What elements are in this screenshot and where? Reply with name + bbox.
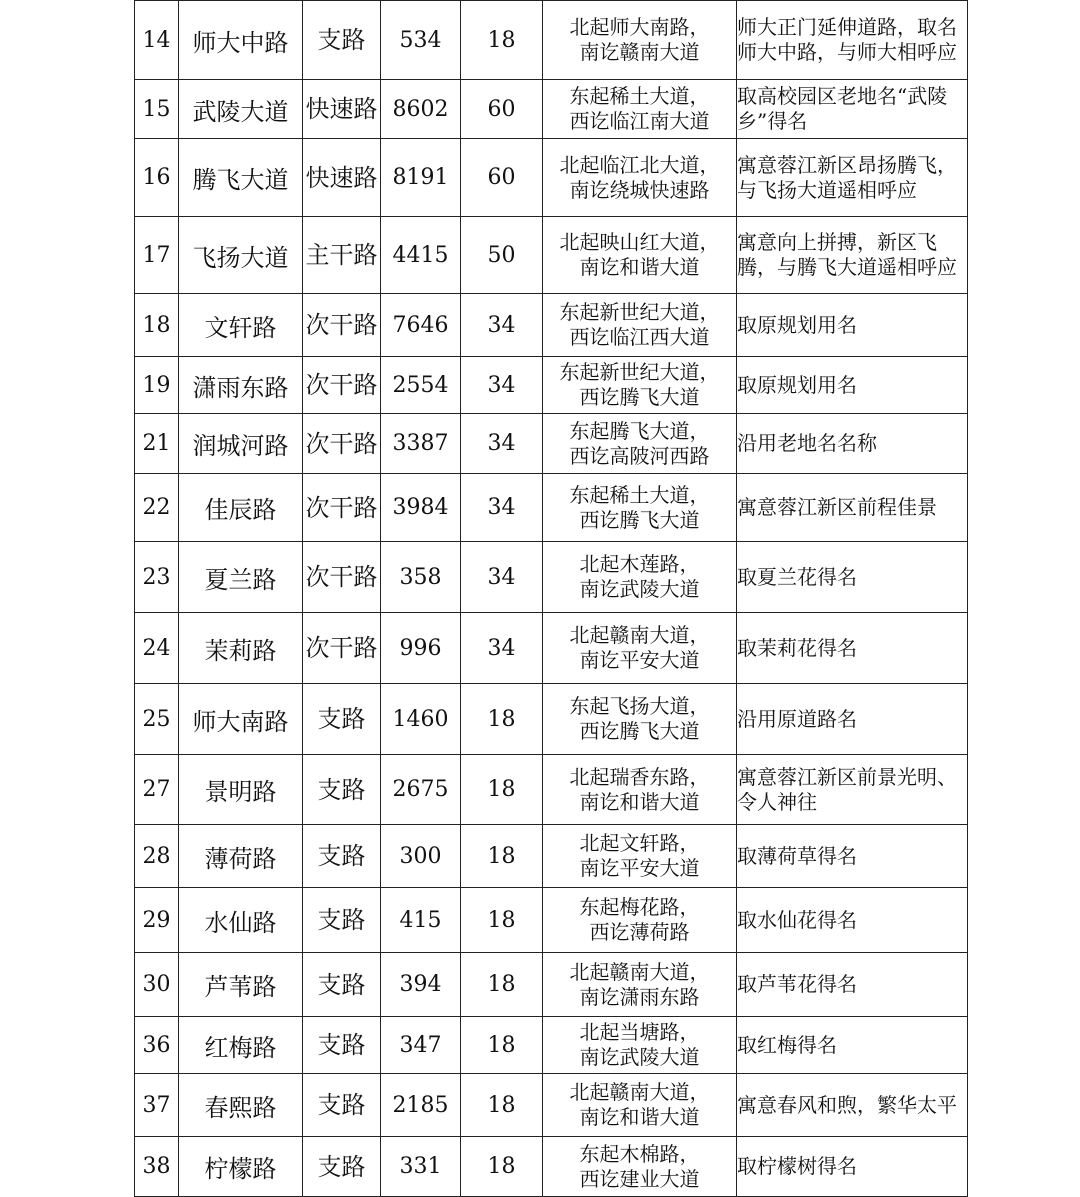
road-name: 师大南路	[179, 684, 303, 755]
road-start-end	[543, 294, 737, 357]
road-name: 春熙路	[179, 1074, 303, 1137]
road-level: 支路	[303, 1, 381, 80]
row-number: 25	[135, 684, 179, 755]
road-level: 支路	[303, 1074, 381, 1137]
row-number: 27	[135, 755, 179, 825]
start-end-line-2: 南讫和谐大道	[579, 255, 700, 279]
table-row	[135, 953, 968, 1017]
start-end-line-1: 北起瑞香东路，	[569, 764, 710, 789]
road-length: 3387	[381, 414, 461, 474]
naming-meaning: 寓意蓉江新区昂扬腾飞，与飞扬大道遥相呼应	[737, 139, 968, 217]
road-width: 34	[461, 357, 543, 414]
road-start-end	[543, 684, 737, 755]
road-level: 主干路	[303, 217, 381, 294]
road-start-end	[543, 1074, 737, 1137]
road-level: 快速路	[303, 80, 381, 139]
road-width: 34	[461, 414, 543, 474]
road-start-end	[543, 474, 737, 542]
row-number: 22	[135, 474, 179, 542]
row-number: 37	[135, 1074, 179, 1137]
road-width: 18	[461, 1074, 543, 1137]
road-length: 358	[381, 542, 461, 613]
road-name: 景明路	[179, 755, 303, 825]
start-end-line-2: 南讫赣南大道	[579, 40, 700, 64]
road-start-end	[543, 613, 737, 684]
table-row	[135, 888, 968, 953]
start-end-line-2: 南讫绕城快速路	[569, 177, 710, 202]
start-end-line-1: 北起临江北大道，	[559, 152, 720, 177]
naming-meaning: 取茉莉花得名	[737, 613, 968, 684]
road-length: 1460	[381, 684, 461, 755]
table-row	[135, 825, 968, 888]
start-end-line-1: 北起文轩路，	[579, 831, 700, 855]
road-level: 快速路	[303, 139, 381, 217]
road-name: 武陵大道	[179, 80, 303, 139]
start-end-line-1: 东起腾飞大道，	[569, 418, 710, 443]
naming-meaning: 取薄荷草得名	[737, 825, 968, 888]
row-number: 17	[135, 217, 179, 294]
naming-meaning: 寓意春风和煦，繁华太平	[737, 1074, 968, 1137]
table-row	[135, 139, 968, 217]
start-end-line-2: 南讫和谐大道	[579, 789, 700, 814]
road-length: 996	[381, 613, 461, 684]
road-level: 次干路	[303, 613, 381, 684]
road-start-end	[543, 1137, 737, 1197]
road-name: 飞扬大道	[179, 217, 303, 294]
naming-meaning: 沿用老地名名称	[737, 414, 968, 474]
road-name: 柠檬路	[179, 1137, 303, 1197]
table-row	[135, 294, 968, 357]
road-name: 腾飞大道	[179, 139, 303, 217]
row-number: 14	[135, 1, 179, 80]
road-name: 夏兰路	[179, 542, 303, 613]
start-end-line-1: 北起赣南大道，	[569, 623, 710, 647]
road-start-end	[543, 755, 737, 825]
start-end-line-1: 东起木棉路，	[579, 1141, 700, 1166]
start-end-line-2: 西讫临江南大道	[569, 109, 710, 133]
table-row	[135, 1017, 968, 1074]
road-width: 18	[461, 825, 543, 888]
table-row	[135, 1074, 968, 1137]
road-level: 支路	[303, 1017, 381, 1074]
road-width: 34	[461, 294, 543, 357]
start-end-line-2: 西讫高陂河西路	[569, 443, 710, 468]
start-end-line-1: 东起新世纪大道，	[559, 300, 720, 324]
road-start-end	[543, 217, 737, 294]
start-end-line-1: 北起师大南路，	[569, 15, 710, 39]
road-length: 7646	[381, 294, 461, 357]
road-level: 支路	[303, 953, 381, 1017]
table-row	[135, 542, 968, 613]
naming-meaning: 取芦苇花得名	[737, 953, 968, 1017]
road-length: 3984	[381, 474, 461, 542]
row-number: 16	[135, 139, 179, 217]
road-level: 次干路	[303, 474, 381, 542]
naming-meaning: 取夏兰花得名	[737, 542, 968, 613]
naming-meaning: 取水仙花得名	[737, 888, 968, 953]
table-row	[135, 684, 968, 755]
road-name: 佳辰路	[179, 474, 303, 542]
road-length: 415	[381, 888, 461, 953]
road-width: 18	[461, 953, 543, 1017]
road-level: 次干路	[303, 357, 381, 414]
start-end-line-2: 西讫薄荷路	[589, 920, 690, 944]
road-level: 支路	[303, 825, 381, 888]
road-level: 支路	[303, 1137, 381, 1197]
start-end-line-1: 北起赣南大道，	[569, 1080, 710, 1104]
naming-meaning: 沿用原道路名	[737, 684, 968, 755]
row-number: 23	[135, 542, 179, 613]
road-width: 18	[461, 684, 543, 755]
road-start-end	[543, 1, 737, 80]
road-width: 60	[461, 139, 543, 217]
start-end-line-1: 北起赣南大道，	[569, 959, 710, 984]
road-name: 师大中路	[179, 1, 303, 80]
start-end-line-1: 东起飞扬大道，	[569, 694, 710, 718]
road-width: 18	[461, 1, 543, 80]
road-level: 支路	[303, 755, 381, 825]
road-width: 34	[461, 474, 543, 542]
start-end-line-2: 西讫临江西大道	[569, 325, 710, 349]
road-start-end	[543, 139, 737, 217]
start-end-line-2: 西讫建业大道	[579, 1166, 700, 1191]
road-start-end	[543, 953, 737, 1017]
road-length: 394	[381, 953, 461, 1017]
row-number: 18	[135, 294, 179, 357]
road-width: 34	[461, 613, 543, 684]
table-row	[135, 1, 968, 80]
naming-meaning: 寓意蓉江新区前程佳景	[737, 474, 968, 542]
table-row	[135, 217, 968, 294]
road-name: 潇雨东路	[179, 357, 303, 414]
road-name: 水仙路	[179, 888, 303, 953]
road-length: 2185	[381, 1074, 461, 1137]
road-level: 支路	[303, 684, 381, 755]
road-name: 润城河路	[179, 414, 303, 474]
road-start-end	[543, 1017, 737, 1074]
road-name: 薄荷路	[179, 825, 303, 888]
table-row	[135, 1137, 968, 1197]
road-start-end	[543, 825, 737, 888]
start-end-line-2: 南讫武陵大道	[579, 1045, 700, 1069]
road-level: 支路	[303, 888, 381, 953]
road-start-end	[543, 542, 737, 613]
road-length: 8191	[381, 139, 461, 217]
naming-meaning: 寓意向上拼搏，新区飞腾，与腾飞大道遥相呼应	[737, 217, 968, 294]
row-number: 36	[135, 1017, 179, 1074]
start-end-line-2: 西讫腾飞大道	[579, 385, 700, 409]
start-end-line-1: 东起稀土大道，	[569, 84, 710, 108]
start-end-line-1: 北起映山红大道，	[559, 230, 720, 254]
naming-meaning: 取柠檬树得名	[737, 1137, 968, 1197]
road-length: 4415	[381, 217, 461, 294]
table-row	[135, 80, 968, 139]
road-length: 331	[381, 1137, 461, 1197]
road-width: 18	[461, 1137, 543, 1197]
road-width: 50	[461, 217, 543, 294]
road-length: 300	[381, 825, 461, 888]
road-name: 红梅路	[179, 1017, 303, 1074]
start-end-line-1: 东起新世纪大道，	[559, 360, 720, 384]
road-width: 34	[461, 542, 543, 613]
table-row	[135, 414, 968, 474]
road-naming-table	[134, 0, 968, 1197]
road-level: 次干路	[303, 542, 381, 613]
row-number: 29	[135, 888, 179, 953]
start-end-line-2: 南讫平安大道	[579, 648, 700, 672]
road-length: 347	[381, 1017, 461, 1074]
start-end-line-1: 北起当塘路，	[579, 1020, 700, 1044]
row-number: 24	[135, 613, 179, 684]
row-number: 15	[135, 80, 179, 139]
row-number: 21	[135, 414, 179, 474]
table-row	[135, 755, 968, 825]
naming-meaning: 寓意蓉江新区前景光明、令人神往	[737, 755, 968, 825]
row-number: 30	[135, 953, 179, 1017]
row-number: 28	[135, 825, 179, 888]
road-start-end	[543, 414, 737, 474]
row-number: 19	[135, 357, 179, 414]
road-name: 芦苇路	[179, 953, 303, 1017]
start-end-line-2: 西讫腾飞大道	[579, 719, 700, 743]
start-end-line-1: 东起梅花路，	[579, 895, 700, 919]
start-end-line-2: 南讫平安大道	[579, 856, 700, 880]
table-row	[135, 474, 968, 542]
road-length: 534	[381, 1, 461, 80]
naming-meaning: 取原规划用名	[737, 357, 968, 414]
table-row	[135, 613, 968, 684]
road-length: 2554	[381, 357, 461, 414]
start-end-line-2: 南讫和谐大道	[579, 1105, 700, 1129]
road-length: 8602	[381, 80, 461, 139]
road-width: 60	[461, 80, 543, 139]
start-end-line-1: 北起木莲路，	[579, 552, 700, 576]
naming-meaning: 取红梅得名	[737, 1017, 968, 1074]
road-width: 18	[461, 888, 543, 953]
naming-meaning: 取高校园区老地名“武陵乡”得名	[737, 80, 968, 139]
table-row	[135, 357, 968, 414]
start-end-line-1: 东起稀土大道，	[569, 482, 710, 507]
road-width: 18	[461, 755, 543, 825]
naming-meaning: 取原规划用名	[737, 294, 968, 357]
start-end-line-2: 南讫武陵大道	[579, 577, 700, 601]
road-start-end	[543, 357, 737, 414]
start-end-line-2: 西讫腾飞大道	[579, 507, 700, 532]
row-number: 38	[135, 1137, 179, 1197]
road-level: 次干路	[303, 414, 381, 474]
start-end-line-2: 南讫潇雨东路	[579, 984, 700, 1009]
road-length: 2675	[381, 755, 461, 825]
road-name: 文轩路	[179, 294, 303, 357]
road-start-end	[543, 80, 737, 139]
road-level: 次干路	[303, 294, 381, 357]
road-width: 18	[461, 1017, 543, 1074]
naming-meaning: 师大正门延伸道路，取名师大中路，与师大相呼应	[737, 1, 968, 80]
road-start-end	[543, 888, 737, 953]
road-name: 茉莉路	[179, 613, 303, 684]
